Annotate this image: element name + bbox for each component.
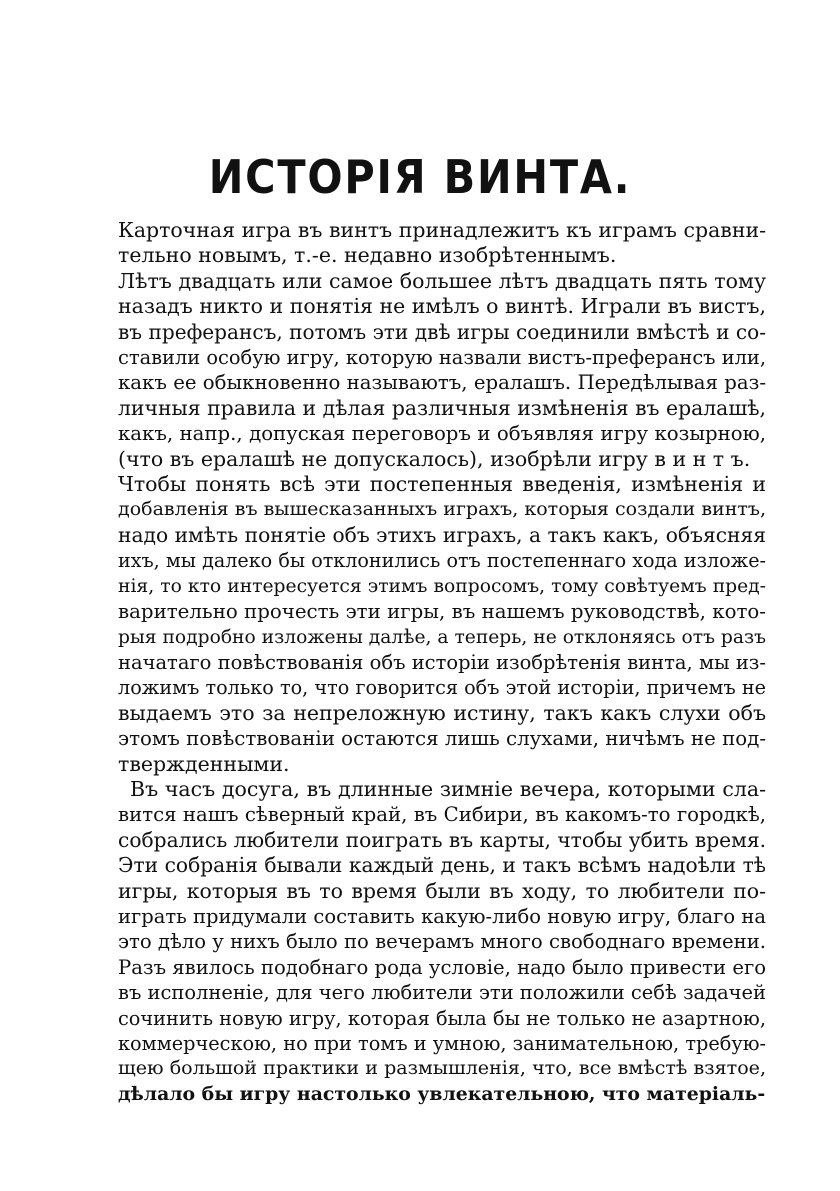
text-line: Разъ явилось подобнаго рода условіе, надо было привести его <box>118 955 767 979</box>
page-title: ИСТОРІЯ ВИНТА. <box>208 150 632 204</box>
text-line: какъ ее обыкновенно называютъ, ералашъ. Передѣлывая раз- <box>118 371 766 395</box>
text-line: нія, то кто интересуется этимъ вопросомъ, тому совѣтуемъ пред- <box>118 575 766 597</box>
text-line: твержденными. <box>118 751 290 776</box>
text-line: это дѣло у нихъ было по вечерамъ много свободнаго времени. <box>118 930 766 954</box>
text-line: въ исполненіе, для чего любители эти положили себѣ задачей <box>118 981 766 1005</box>
text-line: выдаемъ это за непреложную истину, такъ какъ слухи объ <box>118 700 766 725</box>
text-line: назадъ никто и понятія не имѣлъ о винтѣ. Играли въ вистъ, <box>118 294 766 319</box>
text-line: ихъ, мы далеко бы отклонились отъ постепеннаго хода изложе- <box>118 549 766 573</box>
text-line: добавленія въ вышесказанныхъ играхъ, которыя создали винтъ, <box>118 498 766 521</box>
text-line: вится нашъ сѣверный край, въ Сибири, въ какомъ-то городкѣ, <box>118 803 766 827</box>
text-line: играть придумали составить какую-либо новую игру, благо на <box>118 904 766 928</box>
text-line: въ преферансъ, потомъ эти двѣ игры соединили вмѣстѣ и со- <box>118 319 766 344</box>
text-line: щею большой практики и размышленія, что, все вмѣстѣ взятое, <box>118 1057 766 1080</box>
paragraph <box>118 777 766 1107</box>
text-line: этомъ повѣствованіи остаются лишь слухами, ничѣмъ не под- <box>118 727 766 751</box>
text-line: сочинить новую игру, которая была бы не только не азартною, <box>118 1006 766 1030</box>
text-line: Эти собранія бывали каждый день, и такъ всѣмъ надоѣли тѣ <box>118 853 766 878</box>
text-line: Карточная игра въ винтъ принадлежитъ къ играмъ сравни- <box>118 218 766 242</box>
text-line: игры, которыя въ то время были въ ходу, то любители по- <box>118 878 766 903</box>
text-line: (что въ ералашѣ не допускалось), изобрѣли игру в и н т ъ. <box>118 446 751 471</box>
body-text <box>118 218 766 1107</box>
text-line: ложимъ только то, что говорится объ этой исторіи, причемъ не <box>118 676 766 700</box>
text-line: варительно прочесть эти игры, въ нашемъ руководствѣ, кото- <box>118 600 766 624</box>
text-line: Въ часъ досуга, въ длинные зимніе вечера, которыми сла- <box>130 776 766 801</box>
text-line: рыя подробно изложены далѣе, а теперь, не отклоняясь отъ разъ <box>118 626 766 648</box>
paragraph <box>118 218 766 269</box>
text-line: начатаго повѣствованія объ исторіи изобрѣтенія винта, мы из- <box>118 650 766 674</box>
paragraph <box>118 269 766 472</box>
paragraph <box>118 472 766 777</box>
text-line: какъ, напр., допуская переговоръ и объявляя игру козырною, <box>118 422 766 446</box>
text-line: ставили особую игру, которую назвали вистъ-преферансъ или, <box>118 346 766 370</box>
text-line: тельно новымъ, т.-е. недавно изобрѣтеннымъ. <box>118 243 617 268</box>
text-line: Чтобы понять всѣ эти постепенныя введенія, измѣненія и <box>118 472 766 497</box>
text-line: коммерческою, но при томъ и умною, занимательною, требую- <box>118 1032 767 1055</box>
text-line: дѣлало бы игру настолько увлекательною, что матеріаль- <box>118 1082 766 1105</box>
text-line: личныя правила и дѣлая различныя измѣненія въ ералашѣ, <box>118 395 766 420</box>
text-line: Лѣтъ двадцать или самое большее лѣтъ двадцать пять тому <box>118 268 766 293</box>
text-line: собрались любители поиграть въ карты, чтобы убить время. <box>118 827 766 852</box>
text-line: надо имѣть понятіе объ этихъ играхъ, а такъ какъ, объясняя <box>118 522 766 547</box>
